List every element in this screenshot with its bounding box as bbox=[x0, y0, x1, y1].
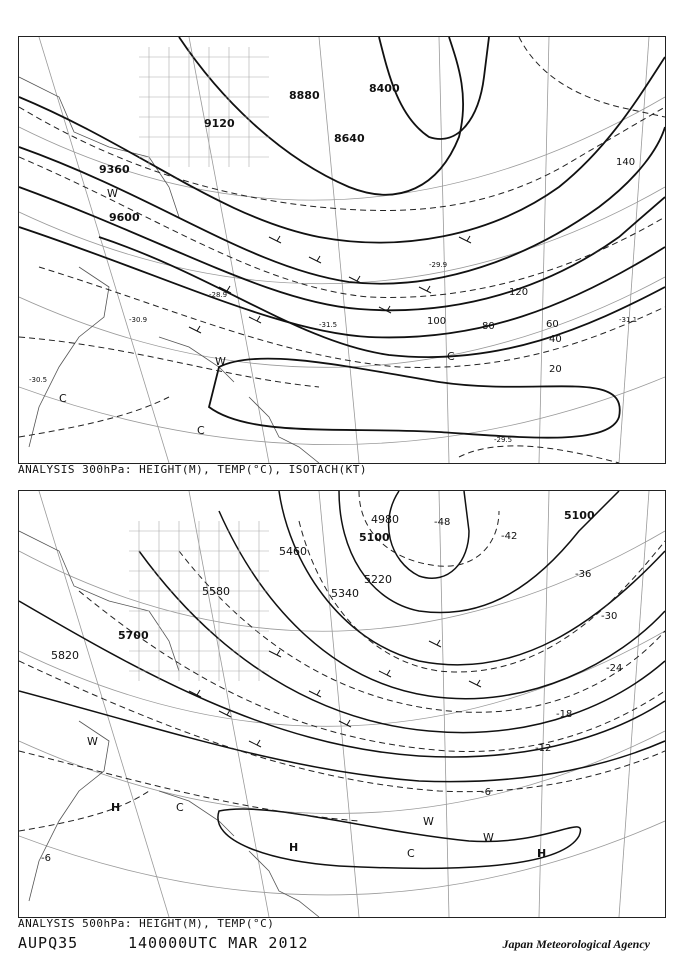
isotach-label: 40 bbox=[549, 334, 562, 345]
isotherm-label: -6 bbox=[481, 787, 491, 798]
height-label: 8640 bbox=[334, 132, 365, 145]
height-label: 5100 bbox=[359, 531, 390, 544]
temp-label: -28.9 bbox=[209, 291, 228, 299]
warm-center-label: W bbox=[87, 735, 98, 748]
isotherm-label: -48 bbox=[434, 517, 451, 528]
isotach-label: 140 bbox=[616, 157, 636, 168]
warm-center-label: W bbox=[423, 815, 434, 828]
high-center-label: H bbox=[537, 847, 547, 860]
height-label: 8880 bbox=[289, 89, 320, 102]
temp-label: -30.9 bbox=[129, 316, 148, 324]
isotherm-label: -6 bbox=[41, 853, 51, 864]
map-500hpa-canvas bbox=[19, 491, 665, 917]
cold-center-label: C bbox=[59, 392, 67, 405]
cold-center-label: C bbox=[176, 801, 184, 814]
height-label: 5460 bbox=[279, 545, 307, 558]
height-label: 5340 bbox=[331, 587, 359, 600]
height-label: 9120 bbox=[204, 117, 235, 130]
map-500hpa-caption: ANALYSIS 500hPa: HEIGHT(M), TEMP(°C) bbox=[18, 917, 275, 930]
temp-label: -29.9 bbox=[429, 261, 448, 269]
isotach-label: 80 bbox=[482, 321, 495, 332]
isotherm-label: -12 bbox=[535, 743, 552, 754]
high-center-label: H bbox=[289, 841, 299, 854]
height-label: 5700 bbox=[118, 629, 149, 642]
height-label: 5820 bbox=[51, 649, 79, 662]
cold-center-label: C bbox=[197, 424, 205, 437]
height-label: 8400 bbox=[369, 82, 400, 95]
map-500hpa bbox=[18, 490, 666, 918]
isotach-label: 20 bbox=[549, 364, 562, 375]
map-300hpa-canvas bbox=[19, 37, 665, 463]
temp-label: -30.5 bbox=[29, 376, 48, 384]
cold-center-label: C bbox=[407, 847, 415, 860]
temp-label: -31.5 bbox=[319, 321, 338, 329]
isotach-label: 60 bbox=[546, 319, 559, 330]
agency-name: Japan Meteorological Agency bbox=[502, 937, 650, 951]
height-label: 4980 bbox=[371, 513, 399, 526]
isotach-label: 120 bbox=[509, 287, 529, 298]
height-label: 9360 bbox=[99, 163, 130, 176]
isotherm-label: -42 bbox=[501, 531, 518, 542]
warm-center-label: W bbox=[483, 831, 494, 844]
height-label: 5580 bbox=[202, 585, 230, 598]
graticule bbox=[19, 37, 665, 463]
height-label: 9600 bbox=[109, 211, 140, 224]
isotherm-label: -24 bbox=[606, 663, 623, 674]
valid-time: 140000UTC MAR 2012 bbox=[128, 934, 309, 952]
isotach-label: 100 bbox=[427, 316, 447, 327]
height-contours bbox=[19, 37, 665, 438]
isotherm-contours bbox=[19, 491, 665, 831]
chart-code: AUPQ35 bbox=[18, 934, 79, 952]
warm-center-label: W bbox=[215, 355, 226, 368]
isotherm-label: -30 bbox=[601, 611, 618, 622]
isotherm-label: -18 bbox=[556, 709, 573, 720]
high-center-label: H bbox=[111, 801, 121, 814]
temp-label: -29.5 bbox=[494, 436, 513, 444]
height-label: 5100 bbox=[564, 509, 595, 522]
hatch-area bbox=[129, 521, 269, 681]
temp-label: -31.1 bbox=[619, 316, 638, 324]
cold-center-label: C bbox=[447, 350, 455, 363]
height-label: 5220 bbox=[364, 573, 392, 586]
warm-center-label: W bbox=[107, 187, 118, 200]
map-300hpa-caption: ANALYSIS 300hPa: HEIGHT(M), TEMP(°C), ISOTACH(KT) bbox=[18, 463, 368, 476]
jet-core-hatch bbox=[139, 47, 269, 167]
map-300hpa bbox=[18, 36, 666, 464]
isotherm-label: -36 bbox=[575, 569, 592, 580]
